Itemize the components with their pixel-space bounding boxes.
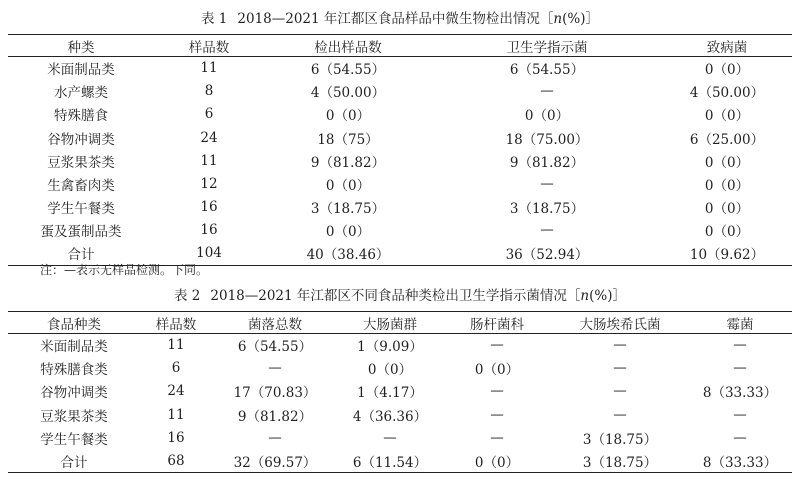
table2-row <box>8 334 792 357</box>
table1-title: 2018—2021 年江都区食品样品中微生物检出情况 <box>237 11 540 27</box>
table2-cell: 4（36.36） <box>352 408 428 425</box>
table2-header-cell: 肠杆菌科 <box>442 312 552 334</box>
table1-header-cell: 卫生学指示菌 <box>432 35 662 57</box>
table1-cell: — <box>540 222 554 239</box>
table1-cell: 3（18.75） <box>310 201 386 218</box>
table2-cell: 16 <box>167 429 185 446</box>
table2-cell: — <box>490 429 504 446</box>
table1-cell: 生禽畜肉类 <box>47 178 115 195</box>
table2-cell: — <box>733 406 747 423</box>
table2-cell: — <box>613 383 627 400</box>
table1-cell: 豆浆果茶类 <box>47 154 115 171</box>
table2-header-row <box>8 312 792 334</box>
table2-cell: 8（33.33） <box>702 385 778 402</box>
table1-cell: 36（52.94） <box>432 242 662 265</box>
table2-caption <box>0 287 800 305</box>
table2-header-cell: 大肠菌群 <box>338 312 442 334</box>
table2-header-cell: 食品种类 <box>8 312 140 334</box>
table1-number: 表 1 <box>201 11 228 27</box>
table2-cell: 6 <box>171 360 181 377</box>
table1-cell: 18（75.00） <box>505 131 589 148</box>
table2-header-cell: 大肠埃希氏菌 <box>552 312 688 334</box>
table2-cell: 17（70.83） <box>233 385 317 402</box>
table2-cell: 32（69.57） <box>212 449 338 472</box>
table2-cell: 11 <box>167 337 185 354</box>
table2-header-cell: 样品数 <box>140 312 212 334</box>
table2-cell: — <box>268 429 282 446</box>
table2-cell: 0（0） <box>367 362 413 379</box>
table2-cell: — <box>383 429 397 446</box>
table2-cell: — <box>613 406 627 423</box>
table2-cell: 1（4.17） <box>357 385 423 402</box>
table1-cell: 18（75） <box>317 131 379 148</box>
table1-row <box>8 103 792 126</box>
table1-row <box>8 219 792 242</box>
table1-cell: 谷物冲调类 <box>47 131 115 148</box>
table1-row <box>8 80 792 103</box>
table1-cell: 0（0） <box>704 108 750 125</box>
table1-cell: 4（50.00） <box>689 85 765 102</box>
table1-cell: 0（0） <box>704 178 750 195</box>
table1-cell: 9（81.82） <box>509 154 585 171</box>
table1-header-cell: 样品数 <box>154 35 264 57</box>
table2-title: 2018—2021 年江都区不同食品种类检出卫生学指示菌情况 <box>210 288 567 304</box>
table1-header-cell: 致病菌 <box>662 35 792 57</box>
table2-cell: 合计 <box>8 449 140 472</box>
table1-cell: 学生午餐类 <box>47 201 115 218</box>
table1-cell: 特殊膳食 <box>54 108 108 125</box>
table1-cell: 0（0） <box>704 154 750 171</box>
table2-cell: 0（0） <box>442 449 552 472</box>
table1-cell: 40（38.46） <box>264 242 432 265</box>
table1-cell: 0（0） <box>704 201 750 218</box>
table2-cell: 8（33.33） <box>688 449 792 472</box>
table2-cell: — <box>733 429 747 446</box>
table2-cell: 11 <box>167 406 185 423</box>
table2-cell: 特殊膳食类 <box>40 362 108 379</box>
table1-row <box>8 126 792 149</box>
table1-cell: 24 <box>200 129 218 146</box>
table1-row <box>8 196 792 219</box>
table2-header-cell: 霉菌 <box>688 312 792 334</box>
table1-cell: 合计 <box>8 242 154 265</box>
table1-cell: 104 <box>154 242 264 265</box>
table2-cell: 24 <box>167 383 185 400</box>
table2-cell: 3（18.75） <box>582 431 658 448</box>
table2-cell: 6（54.55） <box>237 339 313 356</box>
table1-cell: 9（81.82） <box>310 154 386 171</box>
table2-total-row <box>8 449 792 472</box>
table2-cell: — <box>490 337 504 354</box>
table2-cell: 0（0） <box>474 362 520 379</box>
table1-cell: 米面制品类 <box>47 62 115 79</box>
table1-cell: 蛋及蛋制品类 <box>40 224 122 241</box>
table1-row <box>8 149 792 172</box>
table2-cell: 1（9.09） <box>357 339 423 356</box>
table2-row <box>8 357 792 380</box>
table1-cell: 16 <box>200 222 218 239</box>
table1-cell: 8 <box>204 83 214 100</box>
table1-cell: 11 <box>200 152 218 169</box>
table1-caption <box>0 10 800 28</box>
table2 <box>8 311 792 473</box>
table1-cell: 6（25.00） <box>689 131 765 148</box>
table1-cell: 16 <box>200 199 218 216</box>
table1-cell: 10（9.62） <box>662 242 792 265</box>
table1-cell: 0（0） <box>704 224 750 241</box>
table1-cell: 6 <box>204 106 214 123</box>
table1-header-row <box>8 35 792 57</box>
table2-cell: — <box>613 337 627 354</box>
table2-cell: 6（11.54） <box>338 449 442 472</box>
table2-cell: 9（81.82） <box>237 408 313 425</box>
table1-cell: — <box>540 176 554 193</box>
table2-header-cell: 菌落总数 <box>212 312 338 334</box>
table2-cell: — <box>490 383 504 400</box>
table2-cell: 豆浆果茶类 <box>40 408 108 425</box>
table1 <box>8 34 792 266</box>
table1-row <box>8 172 792 195</box>
table2-cell: — <box>613 360 627 377</box>
table2-cell: 3（18.75） <box>552 449 688 472</box>
table2-number: 表 2 <box>174 288 201 304</box>
table1-cell: 4（50.00） <box>310 85 386 102</box>
table2-cell: 学生午餐类 <box>40 431 108 448</box>
table1-cell: 水产螺类 <box>54 85 108 102</box>
table1-cell: 0（0） <box>325 108 371 125</box>
table1-row <box>8 57 792 80</box>
table1-cell: 6（54.55） <box>310 62 386 79</box>
table1-note: 注：—表示无样品检测。下同。 <box>40 263 209 277</box>
table1-cell: — <box>540 83 554 100</box>
table1-cell: 0（0） <box>704 62 750 79</box>
table2-unit: ［n(%)］ <box>566 288 626 304</box>
table2-cell: 68 <box>140 449 212 472</box>
table2-cell: — <box>733 360 747 377</box>
table2-cell: 米面制品类 <box>40 339 108 356</box>
table2-cell: — <box>490 406 504 423</box>
table1-cell: 6（54.55） <box>509 62 585 79</box>
table1-header-cell: 种类 <box>8 35 154 57</box>
table2-row <box>8 426 792 449</box>
table1-cell: 12 <box>200 176 218 193</box>
table2-cell: — <box>733 337 747 354</box>
table1-unit: ［n(%)］ <box>539 11 599 27</box>
table2-cell: — <box>268 360 282 377</box>
table2-cell: 谷物冲调类 <box>40 385 108 402</box>
table1-cell: 11 <box>200 60 218 77</box>
table2-row <box>8 380 792 403</box>
table1-cell: 3（18.75） <box>509 201 585 218</box>
table1-cell: 0（0） <box>325 178 371 195</box>
table2-row <box>8 403 792 426</box>
table1-header-cell: 检出样品数 <box>264 35 432 57</box>
table1-cell: 0（0） <box>325 224 371 241</box>
table1-cell: 0（0） <box>524 108 570 125</box>
